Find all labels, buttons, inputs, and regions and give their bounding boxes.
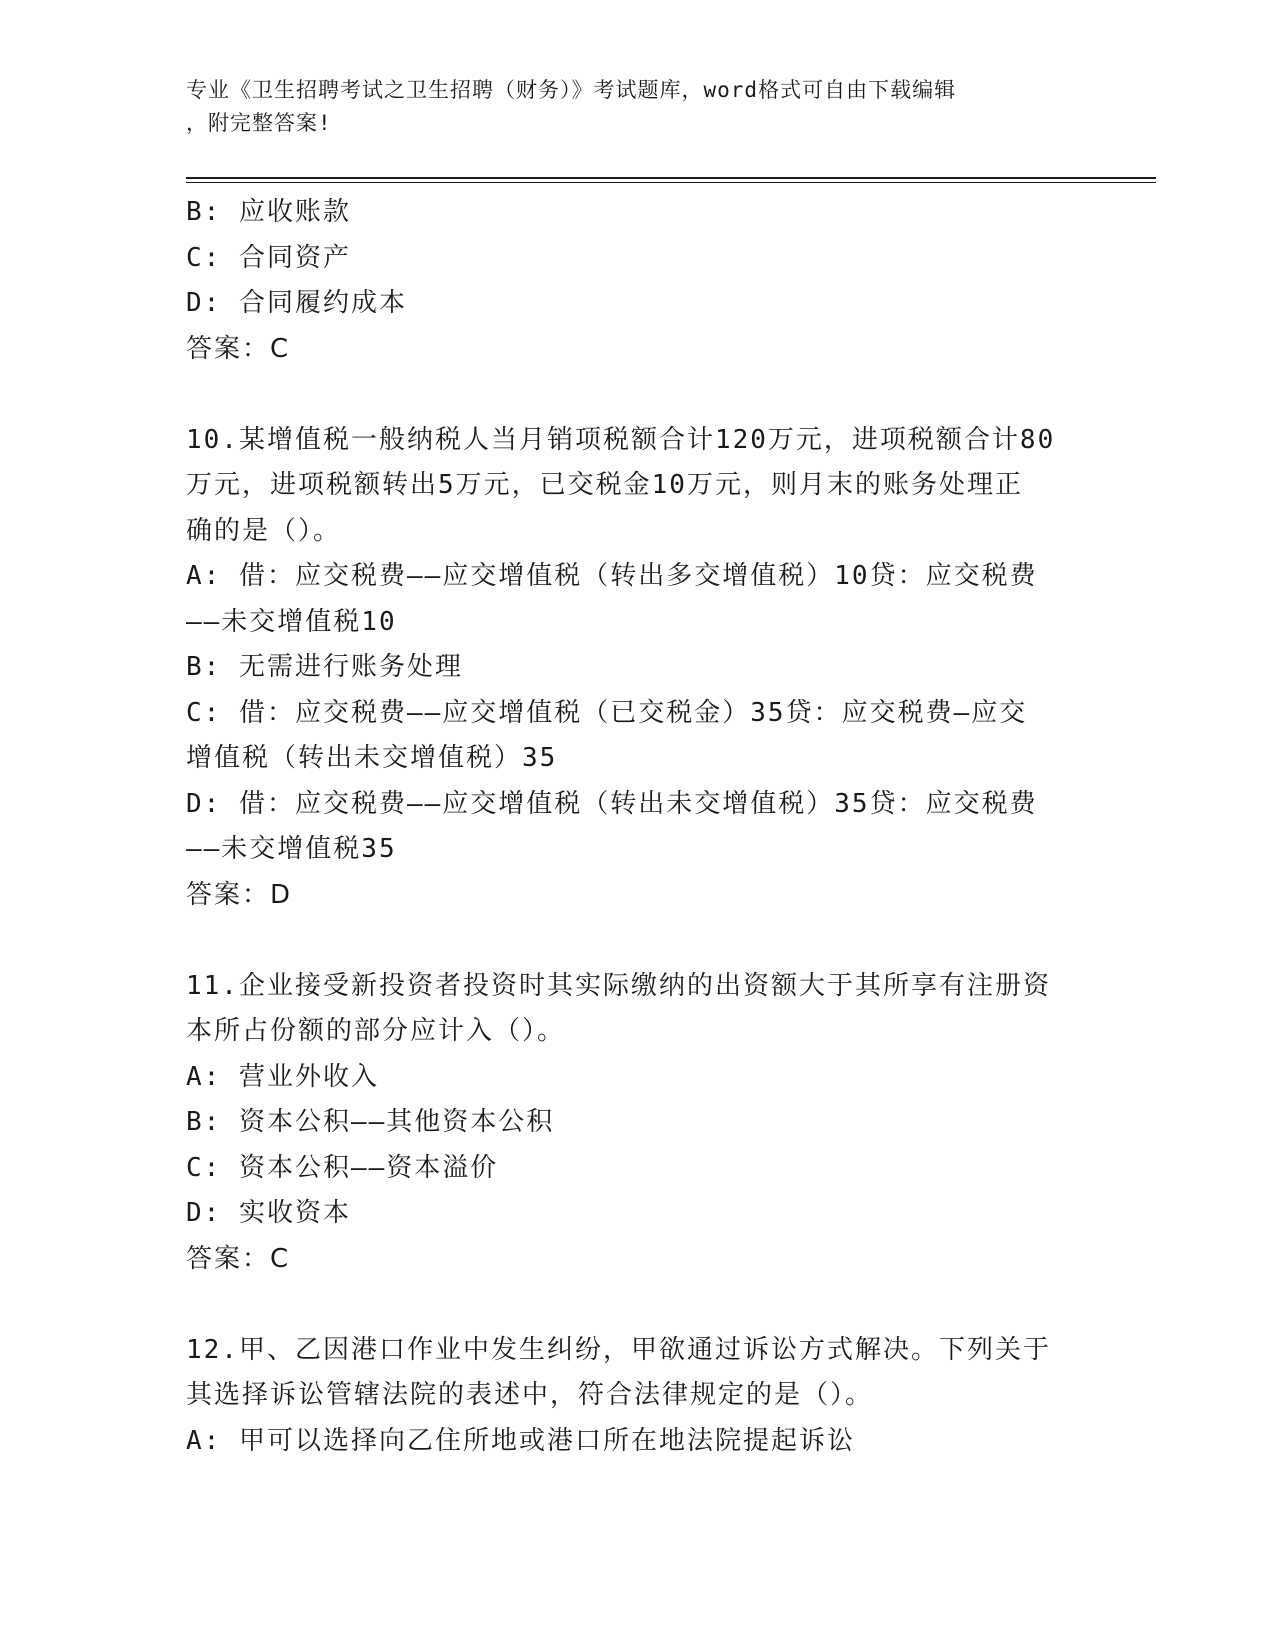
q11-stem-line-2: 本所占份额的部分应计入（）。 <box>186 1016 566 1046</box>
q11-option-d: D: 实收资本 <box>186 1198 351 1228</box>
q10-option-d-line-1: D: 借：应交税费——应交增值税（转出未交增值税）35贷：应交税费 <box>186 788 1038 819</box>
spacer <box>186 1282 1086 1328</box>
question-11 <box>186 964 1086 1283</box>
q11-option-b: B: 资本公积——其他资本公积 <box>186 1107 555 1137</box>
question-10 <box>186 418 1086 919</box>
q10-option-a-line-2: ——未交增值税10 <box>186 606 397 637</box>
q12-option-a: A: 甲可以选择向乙住所地或港口所在地法院提起诉讼 <box>186 1425 855 1456</box>
q11-option-c: C: 资本公积——资本溢价 <box>186 1152 499 1183</box>
q11-stem-line-1: 11.企业接受新投资者投资时其实际缴纳的出资额大于其所享有注册资 <box>186 970 1051 1001</box>
q10-stem-line-3: 确的是（）。 <box>186 515 342 546</box>
q10-option-c-line-2: 增值税（转出未交增值税）35 <box>186 743 558 773</box>
spacer <box>186 372 1086 418</box>
document-header <box>186 74 1086 140</box>
q9-option-d: D: 合同履约成本 <box>186 288 407 318</box>
q10-answer: 答案：D <box>186 879 293 910</box>
q11-answer: 答案：C <box>186 1243 291 1274</box>
q10-stem-line-2: 万元，进项税额转出5万元，已交税金10万元，则月末的账务处理正 <box>186 470 1023 500</box>
q10-option-a-line-1: A: 借：应交税费——应交增值税（转出多交增值税）10贷：应交税费 <box>186 561 1038 591</box>
question-content <box>186 190 1086 1464</box>
q10-option-c-line-1: C: 借：应交税费——应交增值税（已交税金）35贷：应交税费—应交 <box>186 697 1028 728</box>
q10-option-d-line-2: ——未交增值税35 <box>186 834 397 864</box>
question-12 <box>186 1328 1086 1465</box>
q10-stem-line-1: 10.某增值税一般纳税人当月销项税额合计120万元，进项税额合计80 <box>186 424 1056 455</box>
q9-option-b: B: 应收账款 <box>186 197 351 227</box>
q10-option-b: B: 无需进行账务处理 <box>186 652 463 682</box>
q9-answer: 答案：C <box>186 333 291 364</box>
spacer <box>186 918 1086 964</box>
q9-option-c: C: 合同资产 <box>186 242 351 273</box>
q12-stem-line-1: 12.甲、乙因港口作业中发生纠纷，甲欲通过诉讼方式解决。下列关于 <box>186 1334 1051 1365</box>
q12-stem-line-2: 其选择诉讼管辖法院的表述中，符合法律规定的是（）。 <box>186 1380 874 1410</box>
question-9 <box>186 190 1086 372</box>
header-divider-thick <box>186 177 1156 179</box>
header-divider-thin <box>186 182 1156 183</box>
q11-option-a: A: 营业外收入 <box>186 1061 379 1092</box>
header-line-2: ，附完整答案! <box>186 111 332 135</box>
header-line-1: 专业《卫生招聘考试之卫生招聘（财务）》考试题库，word格式可自由下载编辑 <box>186 78 957 102</box>
